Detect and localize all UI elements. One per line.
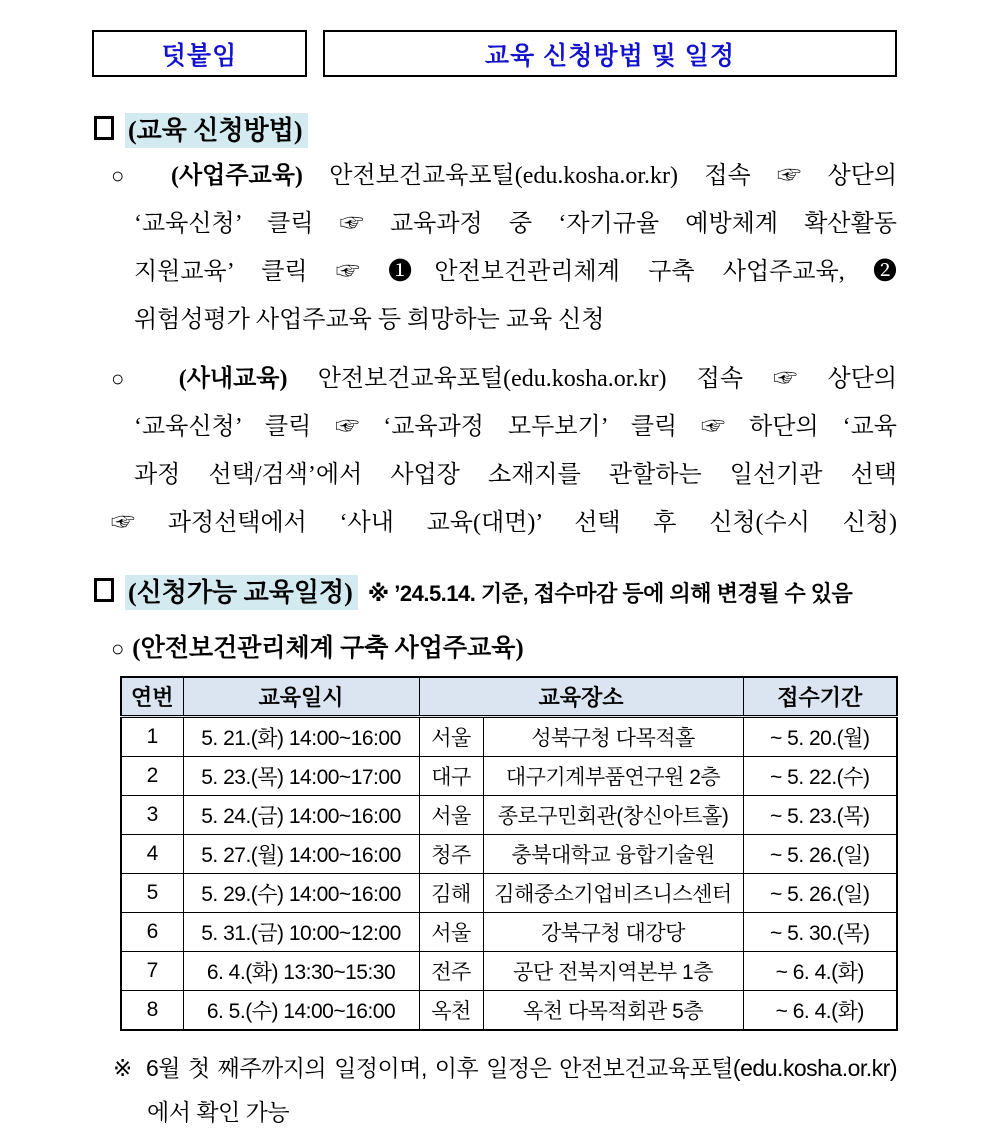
reference-mark-icon: ※ [113, 1055, 132, 1081]
page-title: 교육 신청방법 및 일정 [484, 41, 736, 70]
cell-deadline: ~ 5. 26.(일) [743, 874, 897, 913]
table-row [121, 796, 897, 835]
cell-no: 7 [121, 952, 183, 991]
cell-region: 서울 [419, 796, 483, 835]
employer-education-paragraph [111, 152, 897, 344]
cell-datetime: 5. 31.(금) 10:00~12:00 [183, 913, 419, 952]
cell-deadline: ~ 5. 23.(목) [743, 796, 897, 835]
cell-venue: 충북대학교 융합기술원 [483, 835, 743, 874]
cell-venue: 대구기계부품연구원 2층 [483, 757, 743, 796]
paragraph-line: 지원교육’ 클릭 ☞ ❶안전보건관리체계 구축 사업주교육, ❷ [134, 259, 897, 285]
bullet-text: 안전보건교육포털(edu.kosha.or.kr) 접속 ☞ 상단의 [317, 366, 898, 392]
paragraph-line: ‘교육신청’ 클릭 ☞ ‘교육과정 모두보기’ 클릭 ☞ 하단의 ‘교육 [134, 414, 897, 440]
cell-datetime: 6. 4.(화) 13:30~15:30 [183, 952, 419, 991]
cell-venue: 옥천 다목적회관 5층 [483, 991, 743, 1031]
document-title-box [323, 30, 897, 77]
paragraph-line: ☞ 과정선택에서 ‘사내 교육(대면)’ 선택 후 신청(수시 신청) [111, 510, 897, 536]
cell-no: 6 [121, 913, 183, 952]
cell-venue: 공단 전북지역본부 1층 [483, 952, 743, 991]
col-header-no: 연번 [121, 677, 183, 717]
table-header-row [121, 677, 897, 717]
cell-no: 1 [121, 717, 183, 757]
cell-deadline: ~ 5. 22.(수) [743, 757, 897, 796]
cell-venue: 김해중소기업비즈니스센터 [483, 874, 743, 913]
cell-venue: 종로구민회관(창신아트홀) [483, 796, 743, 835]
table-row [121, 874, 897, 913]
bullet-label: (사내교육) [178, 366, 288, 392]
cell-region: 청주 [419, 835, 483, 874]
cell-region: 전주 [419, 952, 483, 991]
inhouse-education-paragraph [111, 355, 897, 547]
table-row [121, 717, 897, 757]
table-row [121, 835, 897, 874]
section-heading-method [94, 110, 308, 147]
cell-deadline: ~ 5. 26.(일) [743, 835, 897, 874]
circle-bullet-icon: ○ [111, 366, 149, 391]
cell-no: 2 [121, 757, 183, 796]
cell-region: 대구 [419, 757, 483, 796]
cell-region: 김해 [419, 874, 483, 913]
table-row [121, 952, 897, 991]
paragraph-line: 과정 선택/검색’에서 사업장 소재지를 관할하는 일선기관 선택 [134, 462, 897, 488]
cell-no: 5 [121, 874, 183, 913]
paragraph-line [111, 355, 897, 403]
cell-no: 8 [121, 991, 183, 1031]
footnote-line: 에서 확인 가능 [147, 1099, 290, 1125]
cell-deadline: ~ 5. 30.(목) [743, 913, 897, 952]
schedule-change-note: ※ ’24.5.14. 기준, 접수마감 등에 의해 변경될 수 있음 [367, 581, 853, 606]
section-heading-method-text: (교육 신청방법) [125, 113, 308, 148]
footnote-text: 6월 첫 째주까지의 일정이며, 이후 일정은 안전보건교육포털(edu.kosha.or.kr) [146, 1055, 897, 1081]
cell-no: 3 [121, 796, 183, 835]
cell-datetime: 5. 21.(화) 14:00~16:00 [183, 717, 419, 757]
schedule-subheading-text: (안전보건관리체계 구축 사업주교육) [132, 635, 524, 662]
paragraph-line [111, 152, 897, 200]
cell-region: 서울 [419, 717, 483, 757]
cell-datetime: 6. 5.(수) 14:00~16:00 [183, 991, 419, 1031]
cell-datetime: 5. 23.(목) 14:00~17:00 [183, 757, 419, 796]
col-header-deadline: 접수기간 [743, 677, 897, 717]
col-header-datetime: 교육일시 [183, 677, 419, 717]
section-heading-schedule [94, 572, 852, 609]
circle-bullet-icon: ○ [111, 636, 125, 661]
footnote [113, 1046, 897, 1134]
cell-datetime: 5. 29.(수) 14:00~16:00 [183, 874, 419, 913]
cell-deadline: ~ 5. 20.(월) [743, 717, 897, 757]
paragraph-line: ‘교육신청’ 클릭 ☞ 교육과정 중 ‘자기규율 예방체계 확산활동 [134, 211, 897, 237]
footnote-line [113, 1046, 897, 1090]
attachment-label-box [92, 30, 307, 77]
table-row [121, 991, 897, 1031]
cell-region: 옥천 [419, 991, 483, 1031]
education-schedule-table [120, 676, 898, 1031]
attachment-label: 덧붙임 [161, 41, 238, 70]
schedule-subheading [111, 628, 524, 664]
section-heading-schedule-text: (신청가능 교육일정) [125, 575, 358, 610]
cell-venue: 성북구청 다목적홀 [483, 717, 743, 757]
cell-deadline: ~ 6. 4.(화) [743, 952, 897, 991]
cell-venue: 강북구청 대강당 [483, 913, 743, 952]
cell-deadline: ~ 6. 4.(화) [743, 991, 897, 1031]
table-row [121, 757, 897, 796]
bullet-label: (사업주교육) [171, 163, 303, 189]
circle-bullet-icon: ○ [111, 163, 145, 188]
col-header-place: 교육장소 [419, 677, 743, 717]
square-bullet-icon [94, 116, 114, 140]
cell-datetime: 5. 27.(월) 14:00~16:00 [183, 835, 419, 874]
square-bullet-icon [94, 578, 114, 602]
table-row [121, 913, 897, 952]
cell-no: 4 [121, 835, 183, 874]
bullet-text: 안전보건교육포털(edu.kosha.or.kr) 접속 ☞ 상단의 [329, 163, 898, 189]
cell-region: 서울 [419, 913, 483, 952]
cell-datetime: 5. 24.(금) 14:00~16:00 [183, 796, 419, 835]
paragraph-line: 위험성평가 사업주교육 등 희망하는 교육 신청 [134, 307, 605, 333]
